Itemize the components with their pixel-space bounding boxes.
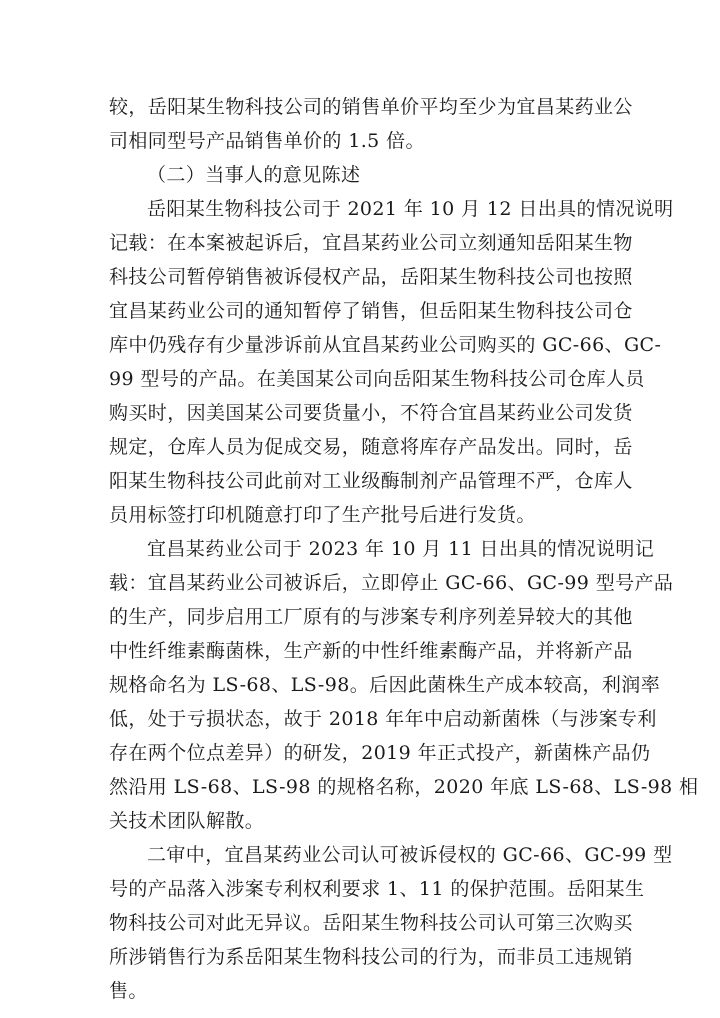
text-line: 存在两个位点差异）的研发，2019 年正式投产，新菌株产品仍 <box>109 742 651 764</box>
text-line: 规格命名为 LS-68、LS-98。后因此菌株生产成本较高，利润率 <box>109 674 661 696</box>
text-line: 低，处于亏损状态，故于 2018 年年中启动新菌株（与涉案专利 <box>109 708 657 730</box>
text-line: 购买时，因美国某公司要货量小，不符合宜昌某药业公司发货 <box>109 402 633 424</box>
text-line: 载：宜昌某药业公司被诉后，立即停止 GC-66、GC-99 型号产品 <box>109 572 674 594</box>
text-line: 规定，仓库人员为促成交易，随意将库存产品发出。同时，岳 <box>109 436 633 458</box>
paragraph-yueyang-statement <box>109 192 674 532</box>
text-line: 库中仍残存有少量涉诉前从宜昌某药业公司购买的 GC-66、GC- <box>109 334 662 356</box>
text-line: 售。 <box>109 980 148 1002</box>
text-line: 宜昌某药业公司的通知暂停了销售，但岳阳某生物科技公司仓 <box>109 300 633 322</box>
text-line: 二审中，宜昌某药业公司认可被诉侵权的 GC-66、GC-99 型 <box>147 844 673 866</box>
text-line: 阳某生物科技公司此前对工业级酶制剂产品管理不严，仓库人 <box>109 470 633 492</box>
text-line: 99 型号的产品。在美国某公司向岳阳某生物科技公司仓库人员 <box>109 368 645 390</box>
text-line: 号的产品落入涉案专利权利要求 1、11 的保护范围。岳阳某生 <box>109 878 645 900</box>
text-line: 物科技公司对此无异议。岳阳某生物科技公司认可第三次购买 <box>109 912 633 934</box>
text-line: 中性纤维素酶菌株，生产新的中性纤维素酶产品，并将新产品 <box>109 640 633 662</box>
paragraph-yichang-statement <box>109 532 699 838</box>
text-line: 员用标签打印机随意打印了生产批号后进行发货。 <box>109 504 536 526</box>
text-line: 宜昌某药业公司于 2023 年 10 月 11 日出具的情况说明记 <box>147 538 655 560</box>
paragraph-sales-price-comparison <box>109 90 633 158</box>
text-line: 的生产，同步启用工厂原有的与涉案专利序列差异较大的其他 <box>109 606 633 628</box>
text-line: 较，岳阳某生物科技公司的销售单价平均至少为宜昌某药业公 <box>109 96 633 118</box>
section-heading-party-statements <box>109 158 612 192</box>
text-line: 然沿用 LS-68、LS-98 的规格名称，2020 年底 LS-68、LS-98 相 <box>109 776 699 798</box>
text-line: 司相同型号产品销售单价的 1.5 倍。 <box>109 130 425 152</box>
text-line: 关技术团队解散。 <box>109 810 265 832</box>
paragraph-second-instance <box>109 838 673 1008</box>
text-line: 岳阳某生物科技公司于 2021 年 10 月 12 日出具的情况说明 <box>147 198 674 220</box>
text-line: 科技公司暂停销售被诉侵权产品，岳阳某生物科技公司也按照 <box>109 266 633 288</box>
text-line: 记载：在本案被起诉后，宜昌某药业公司立刻通知岳阳某生物 <box>109 232 633 254</box>
document-page <box>109 90 699 1008</box>
text-line: 所涉销售行为系岳阳某生物科技公司的行为，而非员工违规销 <box>109 946 633 968</box>
section-heading: （二）当事人的意见陈述 <box>147 164 361 186</box>
